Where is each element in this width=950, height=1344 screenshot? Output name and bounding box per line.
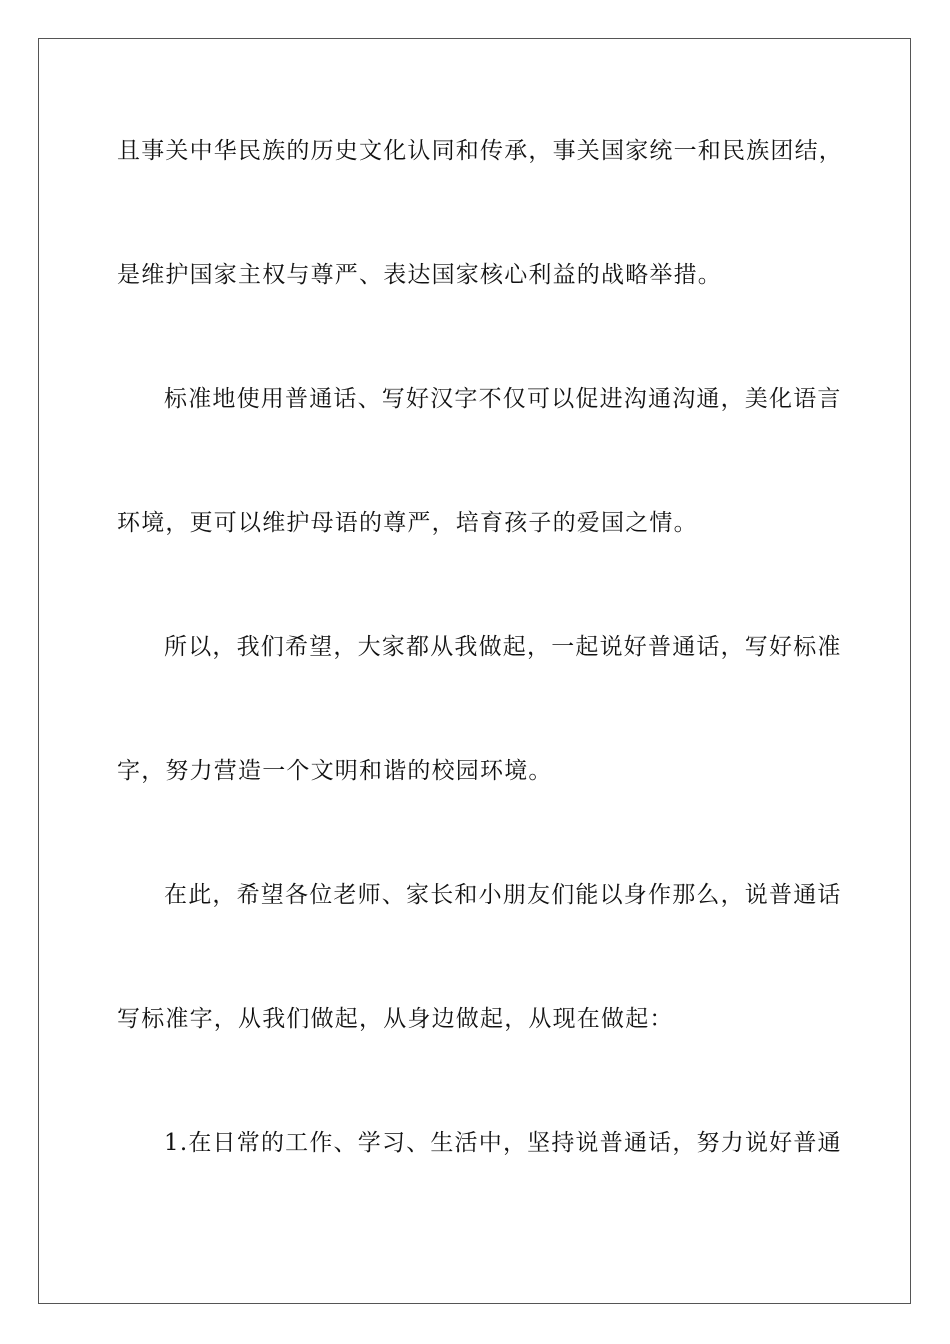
text-line-6: 字，努力营造一个文明和谐的校园环境。 bbox=[117, 758, 553, 784]
text-line-8: 写标准字，从我们做起，从身边做起，从现在做起： bbox=[117, 1006, 674, 1032]
paragraph-start-line-5: 所以，我们希望，大家都从我做起，一起说好普通话，写好标准 bbox=[164, 634, 842, 660]
list-item-1-line: 1.在日常的工作、学习、生活中，坚持说普通话，努力说好普通 bbox=[164, 1130, 842, 1156]
page-border bbox=[38, 38, 911, 1304]
text-line-4: 环境，更可以维护母语的尊严，培育孩子的爱国之情。 bbox=[117, 510, 698, 536]
text-line-2: 是维护国家主权与尊严、表达国家核心利益的战略举措。 bbox=[117, 262, 722, 288]
text-line-1: 且事关中华民族的历史文化认同和传承，事关国家统一和民族团结， bbox=[117, 138, 843, 164]
paragraph-start-line-7: 在此，希望各位老师、家长和小朋友们能以身作那么，说普通话 bbox=[164, 882, 842, 908]
paragraph-start-line-3: 标准地使用普通话、写好汉字不仅可以促进沟通沟通，美化语言 bbox=[164, 386, 842, 412]
